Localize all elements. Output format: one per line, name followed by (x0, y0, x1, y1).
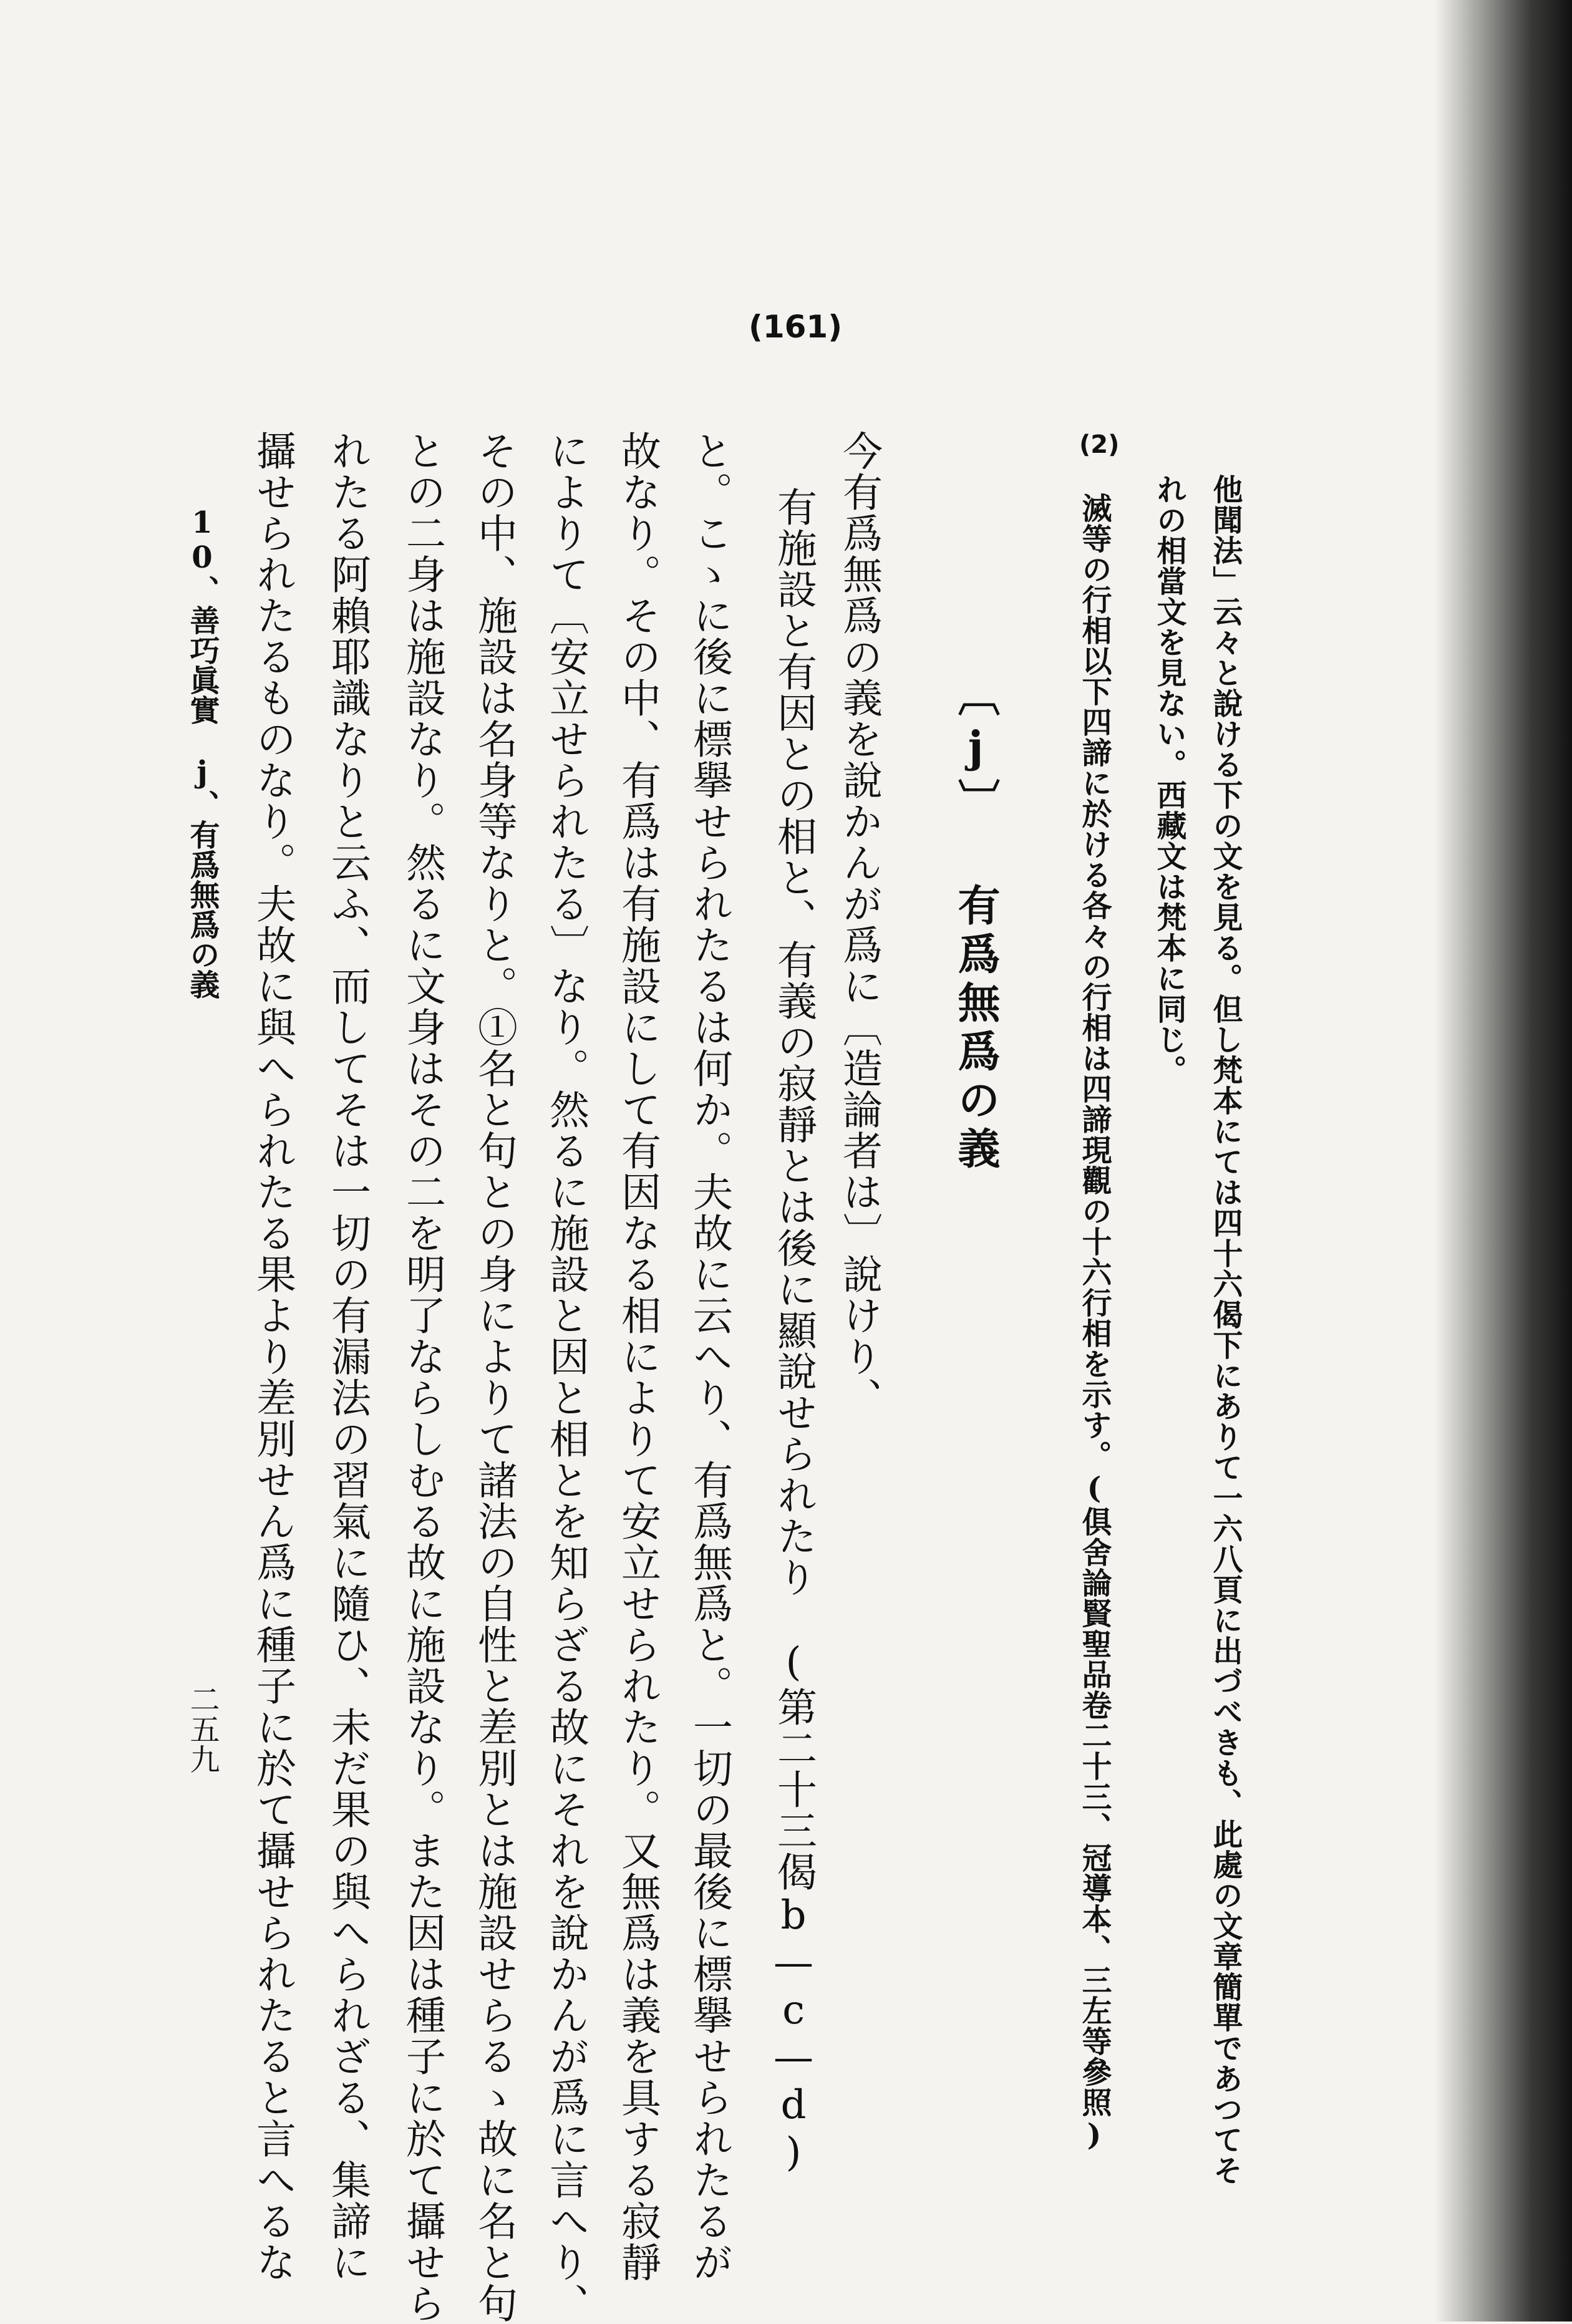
body-line-3: と。こゝに後に標擧せられたるは何か。夫故に云へり、有爲無爲と。一切の最後に標擧せられたるが (686, 430, 732, 2283)
note-line-1: 他聞法」云々と說ける下の文を見る。但し梵本にては四十六偈下にありて一六八頁に出づべきも、此處の文章簡單であつてそ (1208, 474, 1243, 2186)
body-line-9: 攝せられたるものなり。夫故に與へられたる果より差別せん爲に種子に於て攝せられたると言へるな (250, 430, 296, 2283)
body-line-2: 有施設と有因との相と、有義の寂靜とは後に顯說せられたり (第二十三偈b—c—d) (770, 487, 817, 2177)
note-line-2: れの相當文を見ない。西藏文は梵本に同じ。 (1152, 474, 1186, 1085)
note-line-3: 滅等の行相以下四諦に於ける各々の行相は四諦現觀の十六行相を示す。(俱舍論賢聖品卷二十三、冠導本、三左等參照) (1077, 493, 1112, 2153)
body-line-6: その中、施設は名身等なりと。①名と句との身によりて諸法の自性と差別とは施設せらるゝ故に名と句 (471, 430, 517, 2324)
body-line-5: によりて〔安立せられたる〕なり。然るに施設と因と相とを知らざる故にそれを說かんが爲に言へり、 (543, 430, 589, 2324)
body-line-8: れたる阿賴耶識なりと云ふ、而してそは一切の有漏法の習氣に隨ひ、未だ果の與へられざる、集諦に (324, 430, 371, 2283)
body-line-4: 故なり。その中、有爲は有施設にして有因なる相によりて安立せられたり。又無爲は義を具する寂靜 (614, 430, 661, 2283)
body-line-1: 今有爲無爲の義を說かんが爲に〔造論者は〕說けり、 (836, 430, 882, 1418)
running-title: 10、善巧眞實 j、有爲無爲の義 (185, 505, 220, 999)
body-line-7: との二身は施設なり。然るに文身はその二を明了ならしむる故に施設なり。また因は種子に於て攝せら (399, 430, 445, 2324)
folio-number: 二五九 (185, 1684, 220, 1774)
section-heading: 〔j〕 有爲無爲の義 (951, 674, 1001, 1175)
page-number: (161) (749, 309, 843, 345)
note-marker: (2) (1079, 430, 1120, 459)
page-binding-shadow (1435, 0, 1572, 2322)
